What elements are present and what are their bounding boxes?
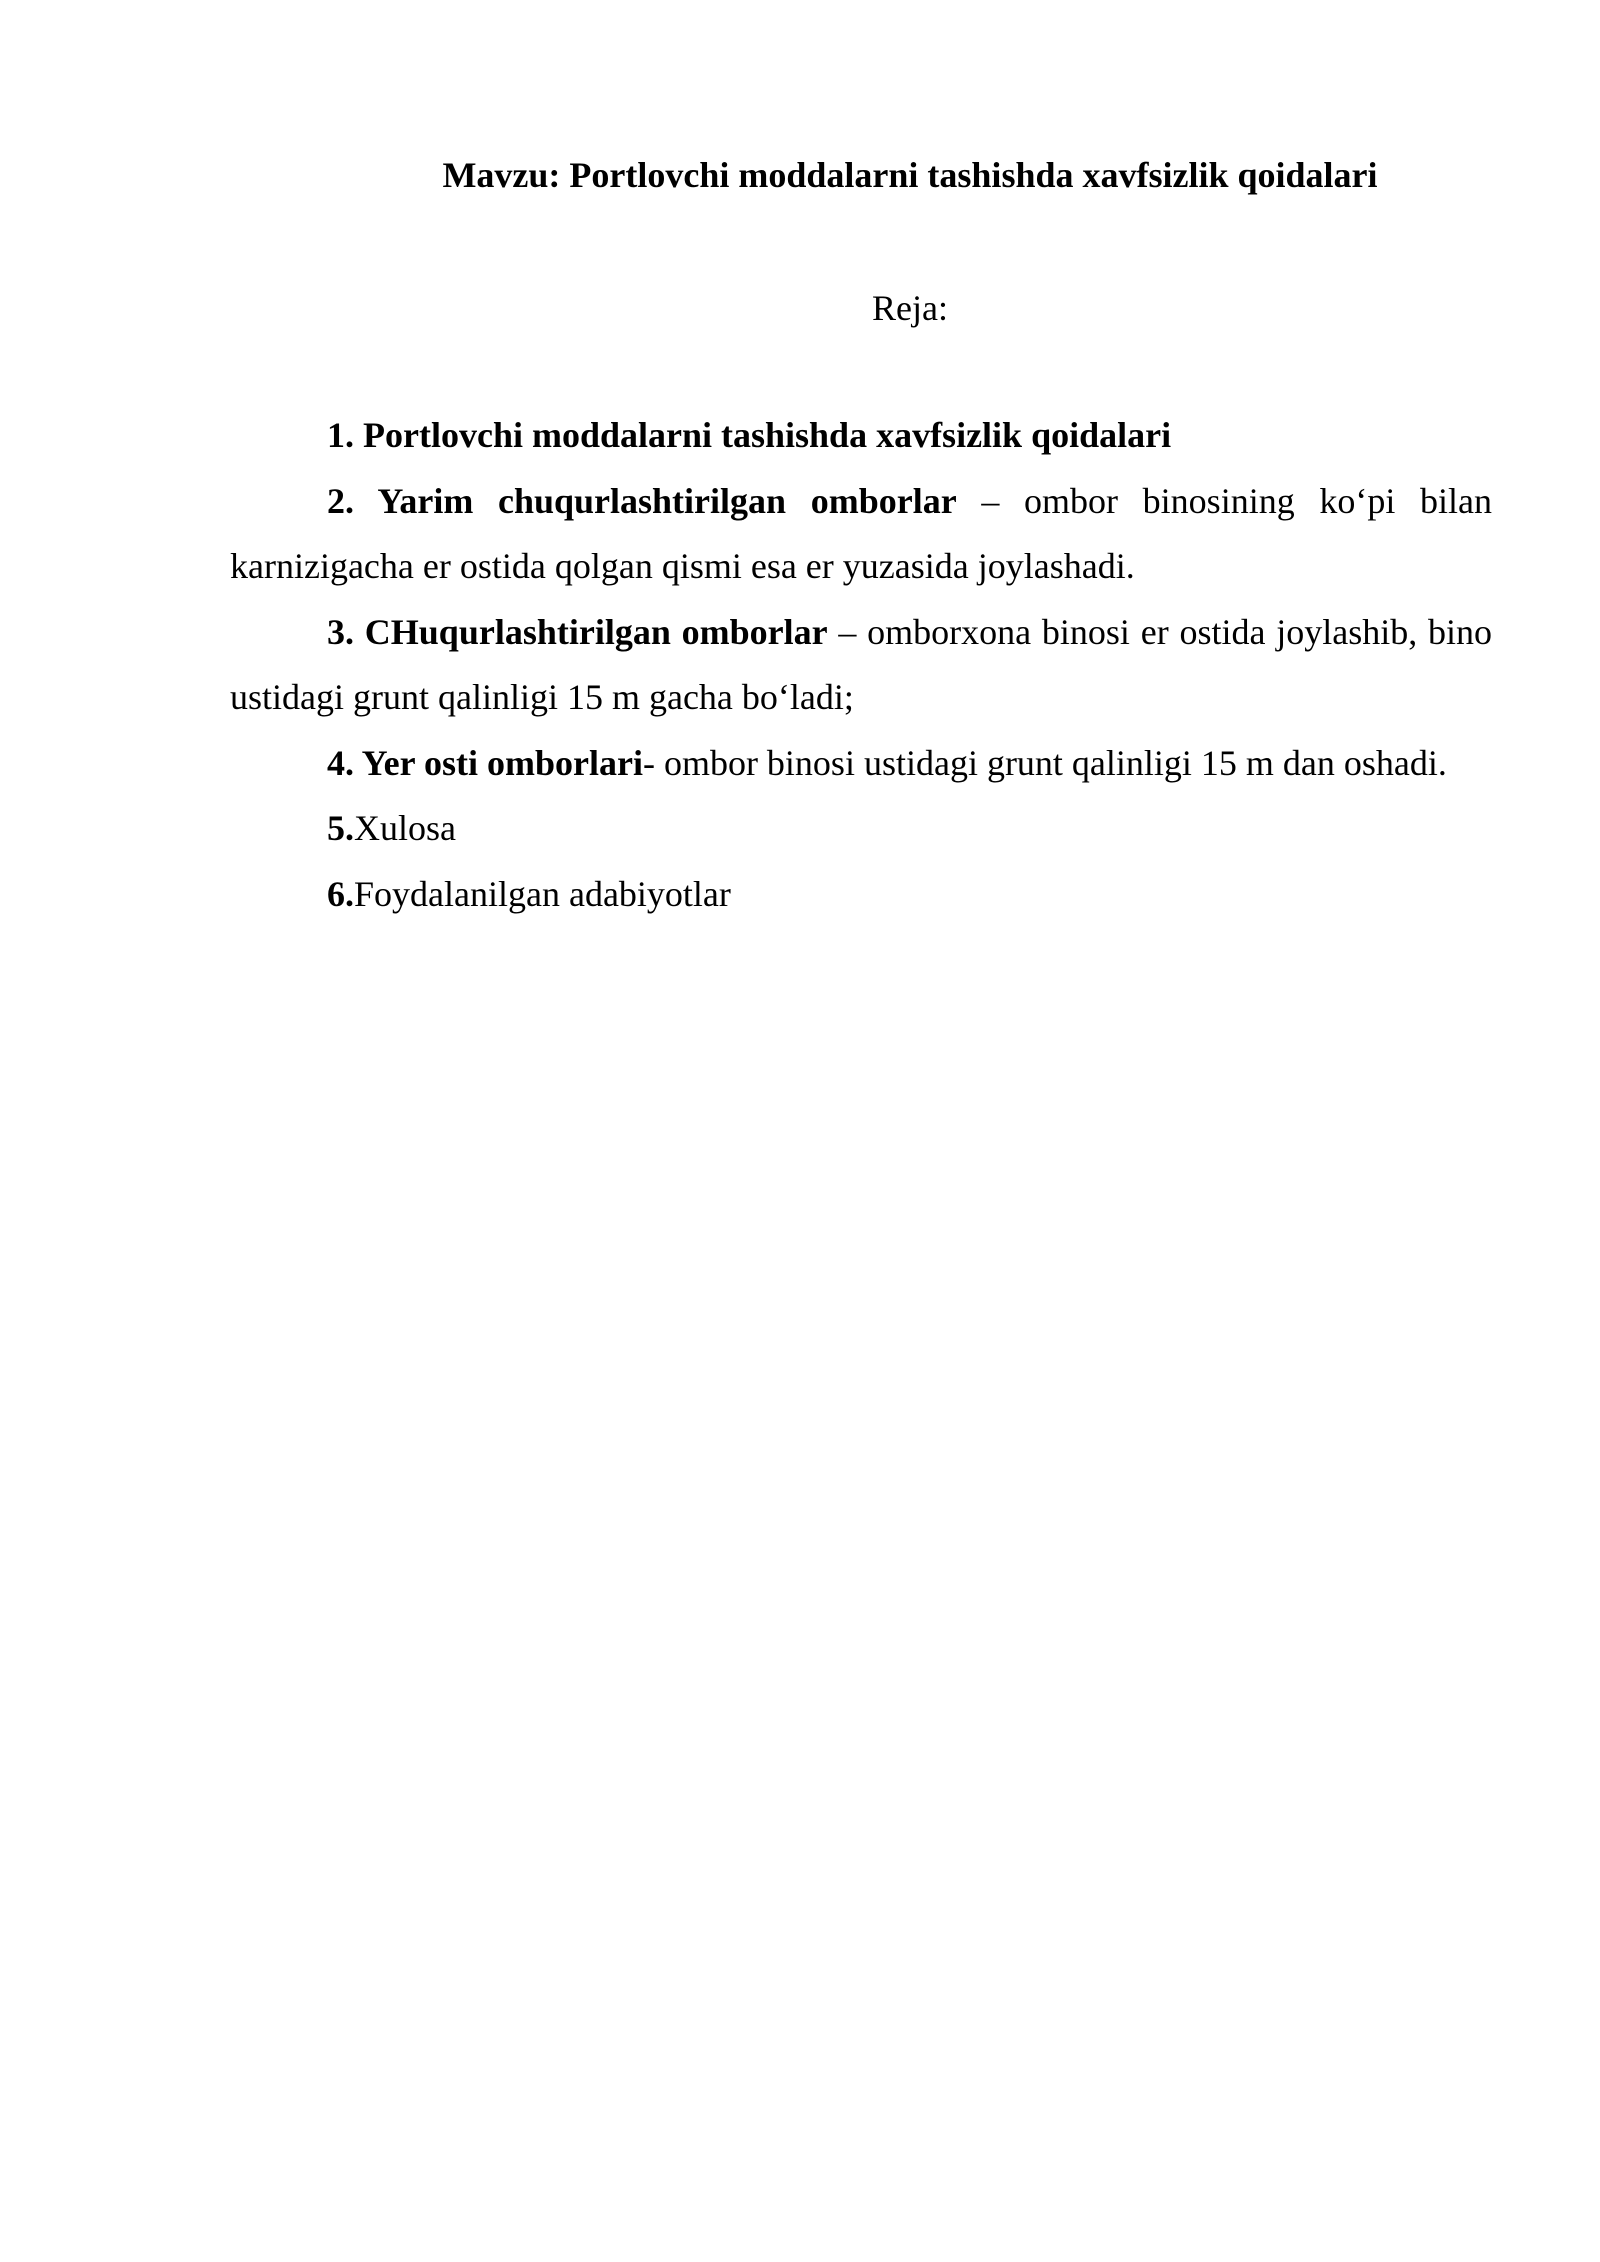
plan-item-number: 4. [327, 742, 354, 783]
plan-list [230, 403, 1492, 927]
plan-item-text: Foydalanilgan adabiyotlar [354, 873, 731, 914]
plan-item-number: 5. [327, 808, 354, 848]
plan-item-number: 6. [327, 873, 354, 914]
plan-item-heading: CHuqurlashtirilgan omborlar [354, 611, 828, 652]
plan-item-number: 1. [327, 415, 354, 455]
document-title: Mavzu: Portlovchi moddalarni tashishda xavfsizlik qoidalari [442, 155, 1378, 195]
plan-item-number: 3. [327, 611, 354, 652]
plan-item-4 [230, 731, 1492, 797]
plan-item-text: Xulosa [354, 808, 456, 848]
plan-item-2 [230, 469, 1492, 600]
plan-item-heading: Portlovchi moddalarni tashishda xavfsizlik qoidalari [354, 415, 1172, 455]
plan-item-number: 2. [327, 480, 354, 521]
plan-item-5 [230, 796, 1492, 862]
plan-heading: Reja: [872, 288, 948, 328]
plan-item-3 [230, 600, 1492, 731]
plan-item-heading: Yarim chuqurlashtirilgan omborlar [354, 480, 957, 521]
plan-item-1 [230, 403, 1492, 469]
plan-item-text: – omborxona binosi er ostida joylashib, bino ustidagi grunt qalinligi 15 m gacha bo‘ladi; [230, 611, 1493, 717]
plan-item-text: - ombor binosi ustidagi grunt qalinligi 15 m dan oshadi. [642, 742, 1447, 783]
plan-item-6 [230, 862, 1492, 928]
plan-item-heading: Yer osti omborlari [354, 742, 643, 783]
plan-item-text: – ombor binosining ko‘pi bilan karnizigacha er ostida qolgan qismi esa er yuzasida joylashadi. [230, 480, 1492, 586]
